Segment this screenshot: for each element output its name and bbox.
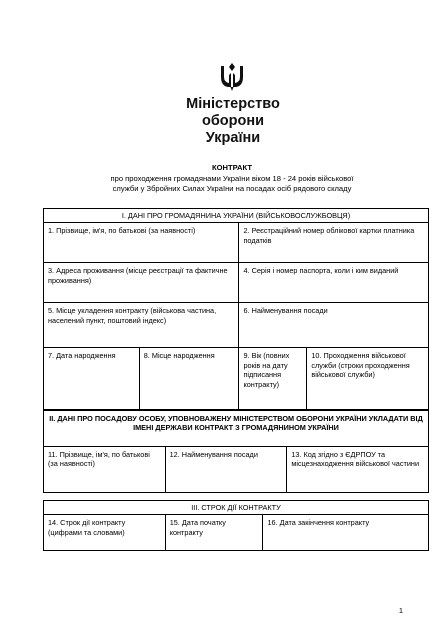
field-9-age: 9. Вік (повних років на дату підписання контракту) <box>239 348 307 410</box>
section-3-heading: ІІІ. СТРОК ДІЇ КОНТРАКТУ <box>44 501 429 515</box>
official-data-table <box>43 410 429 493</box>
ministry-line-1: Міністерство <box>186 96 280 112</box>
field-1-full-name: 1. Прізвище, ім'я, по батькові (за наявності) <box>44 223 239 263</box>
field-2-tax-number: 2. Реєстраційний номер облікової картки платника податків <box>239 223 429 263</box>
title-line-2: служби у Збройних Силах України на посадах осіб рядового складу <box>112 184 352 193</box>
field-7-birth-date: 7. Дата народження <box>44 348 140 410</box>
citizen-data-table <box>43 208 429 410</box>
ministry-line-3: України <box>205 130 261 146</box>
field-3-address: 3. Адреса проживання (місце реєстрації та фактичне проживання) <box>44 263 239 303</box>
page-number: 1 <box>398 606 404 615</box>
field-13-edrpou-code: 13. Код згідно з ЄДРПОУ та місцезнаходження військової частини <box>287 447 429 493</box>
field-6-position: 6. Найменування посади <box>239 303 429 348</box>
trident-icon <box>218 62 246 92</box>
field-5-contract-place: 5. Місце укладення контракту (військова частина, населений пункт, поштовий індекс) <box>44 303 239 348</box>
field-8-birth-place: 8. Місце народження <box>139 348 239 410</box>
section-1-heading: І. ДАНІ ПРО ГРОМАДЯНИНА УКРАЇНИ (ВІЙСЬКОВОСЛУЖБОВЦЯ) <box>44 209 429 223</box>
field-4-passport: 4. Серія і номер паспорта, коли і ким виданий <box>239 263 429 303</box>
field-10-service: 10. Проходження військової служби (строки проходження військової служби) <box>307 348 429 410</box>
document-title <box>40 163 424 195</box>
contract-term-table <box>43 500 429 551</box>
ministry-line-2: оборони <box>201 113 265 129</box>
field-16-end-date: 16. Дата закінчення контракту <box>263 515 429 551</box>
field-11-official-name: 11. Прізвище, ім'я, по батькові (за наявності) <box>44 447 166 493</box>
field-12-official-position: 12. Найменування посади <box>165 447 287 493</box>
section-2-heading: ІІ. ДАНІ ПРО ПОСАДОВУ ОСОБУ, УПОВНОВАЖЕНУ МІНІСТЕРСТВОМ ОБОРОНИ УКРАЇНИ УКЛАДАТИ ВІД ІМЕНІ ДЕРЖАВИ КОНТРАКТ З ГРОМАДЯНИНОМ УКРАЇНИ <box>44 411 429 447</box>
field-15-start-date: 15. Дата початку контракту <box>165 515 263 551</box>
title-line-1: про проходження громадянами України віком 18 - 24 років військової <box>110 173 354 183</box>
field-14-contract-term: 14. Строк дії контракту (цифрами та словами) <box>44 515 166 551</box>
title-heading: КОНТРАКТ <box>211 163 252 172</box>
ministry-name <box>150 96 316 147</box>
